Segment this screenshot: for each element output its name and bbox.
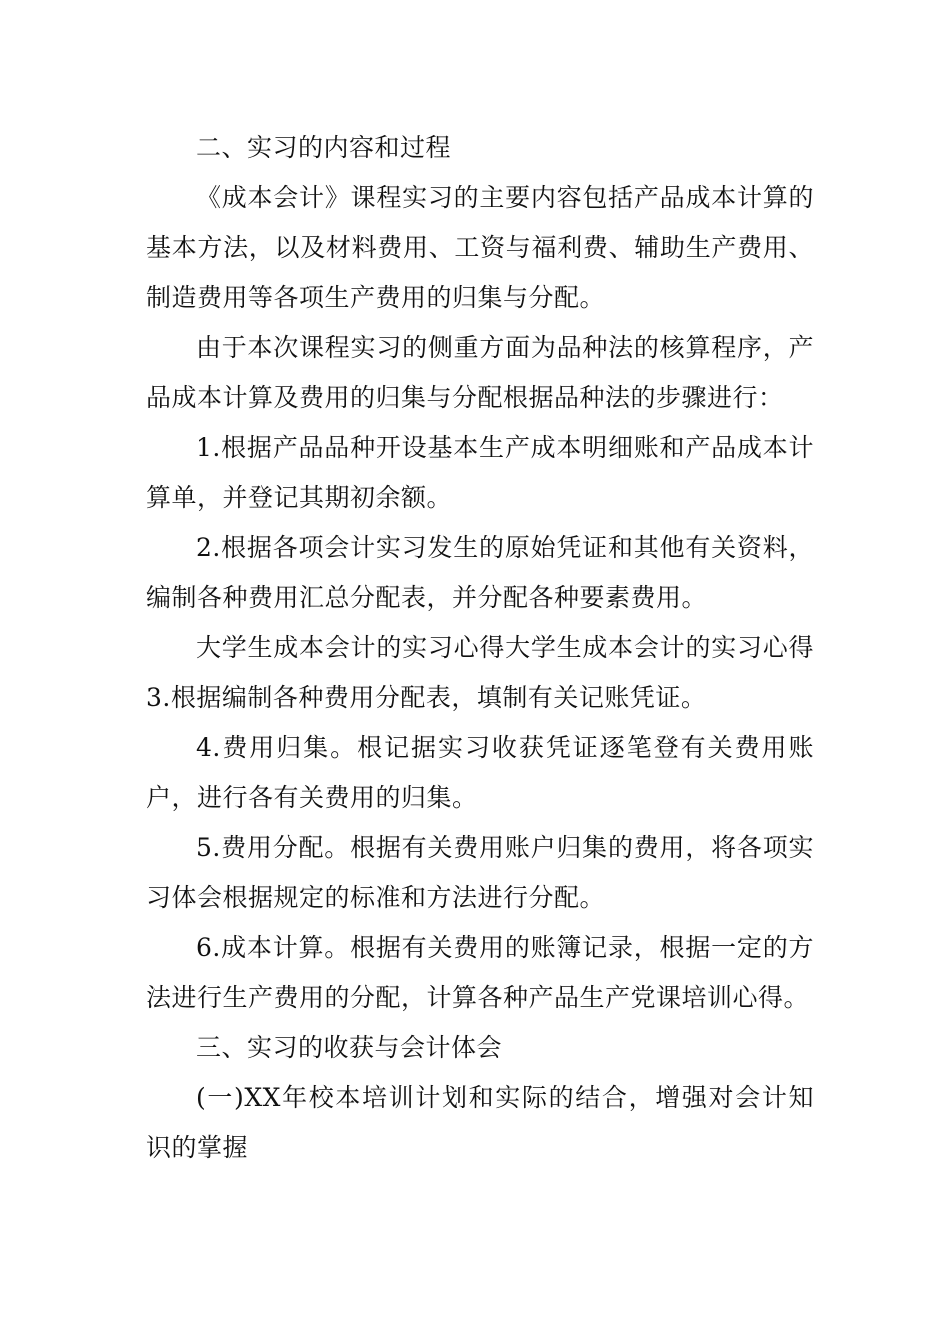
step-6: 6.成本计算。根据有关费用的账簿记录，根据一定的方法进行生产费用的分配，计算各种产品生产党课培训心得。 <box>146 933 814 1012</box>
step-4: 4.费用归集。根记据实习收获凭证逐笔登有关费用账户，进行各有关费用的归集。 <box>146 733 814 812</box>
step-1: 1.根据产品品种开设基本生产成本明细账和产品成本计算单，并登记其期初余额。 <box>146 433 814 512</box>
paragraph-method-intro: 由于本次课程实习的侧重方面为品种法的核算程序，产品成本计算及费用的归集与分配根据品种法的步骤进行： <box>146 333 814 412</box>
step-3: 大学生成本会计的实习心得大学生成本会计的实习心得3.根据编制各种费用分配表，填制有关记账凭证。 <box>146 633 814 712</box>
step-2: 2.根据各项会计实习发生的原始凭证和其他有关资料，编制各种费用汇总分配表，并分配各种要素费用。 <box>146 533 814 612</box>
step-5: 5.费用分配。根据有关费用账户归集的费用，将各项实习体会根据规定的标准和方法进行分配。 <box>146 833 814 912</box>
subsection-heading-1: (一)XX年校本培训计划和实际的结合，增强对会计知识的掌握 <box>146 1083 814 1162</box>
section-heading-2: 二、实习的内容和过程 <box>196 133 452 162</box>
paragraph-course-content: 《成本会计》课程实习的主要内容包括产品成本计算的基本方法，以及材料费用、工资与福利费、辅助生产费用、制造费用等各项生产费用的归集与分配。 <box>146 183 814 312</box>
section-heading-3: 三、实习的收获与会计体会 <box>196 1033 503 1062</box>
document-body <box>146 123 814 1173</box>
